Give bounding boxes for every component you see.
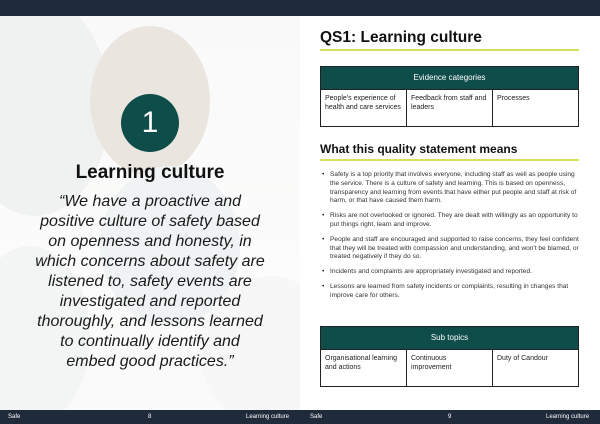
top-bar — [0, 0, 600, 16]
section-heading: What this quality statement means — [320, 142, 518, 156]
footer-page-number-right: 9 — [448, 414, 452, 420]
footer-section-left: Safe — [8, 414, 21, 420]
title-divider — [320, 49, 579, 51]
page-title: QS1: Learning culture — [320, 29, 482, 46]
sub-topics-row — [321, 349, 578, 386]
sub-topics-header: Sub topics — [321, 327, 578, 349]
footer-topic-left: Learning culture — [246, 414, 290, 420]
quality-statement-quote: “We have a proactive and positive culture of safety based on openness and honesty, in which concerns about safety are listened to, safety events are investigated and reported thoroughly, and lessons learned to continually identify and embed good practices.” — [35, 193, 265, 370]
footer-topic-right: Learning culture — [546, 414, 590, 420]
section-number-badge: 1 — [121, 94, 179, 152]
evidence-table-row — [321, 89, 578, 126]
statement-bullet-list — [320, 171, 580, 307]
bullet-item: • People and staff are encouraged and supported to raise concerns, they feel confident that they will be treated with compassion and understanding, and won't be blamed, or treated negatively if they do so. — [320, 236, 580, 262]
evidence-categories-table — [320, 66, 579, 127]
right-page — [300, 16, 600, 410]
evidence-cell: People's experience of health and care services — [325, 95, 401, 111]
footer-section-right: Safe — [310, 414, 323, 420]
section-title: Learning culture — [75, 162, 225, 183]
bullet-item: • Incidents and complaints are appropriately investigated and reported. — [320, 268, 580, 277]
bullet-item: • Risks are not overlooked or ignored. They are dealt with willingly as an opportunity to put things right, learn and improve. — [320, 212, 580, 230]
page-footer — [0, 410, 600, 424]
evidence-cell: Processes — [492, 90, 578, 126]
sub-topic-cell: Continuous improvement — [406, 350, 492, 386]
bullet-item: • Lessons are learned from safety incidents or complaints, resulting in changes that improve care for others. — [320, 283, 580, 301]
evidence-table-header: Evidence categories — [321, 67, 578, 89]
left-page — [0, 16, 300, 410]
evidence-cell: Feedback from staff and leaders — [406, 90, 492, 126]
footer-page-number-left: 8 — [148, 414, 152, 420]
sub-topic-cell: Duty of Candour — [492, 350, 578, 386]
sub-topic-cell: Organisational learning and actions — [325, 355, 397, 371]
sub-topics-table — [320, 326, 579, 387]
heading-divider — [320, 159, 579, 161]
bullet-item: • Safety is a top priority that involves everyone, including staff as well as people using the service. There is a culture of safety and learning. This is based on openness, transparency and learning from events that have either put people and staff at risk of harm, or that have caused them harm. — [320, 171, 580, 206]
